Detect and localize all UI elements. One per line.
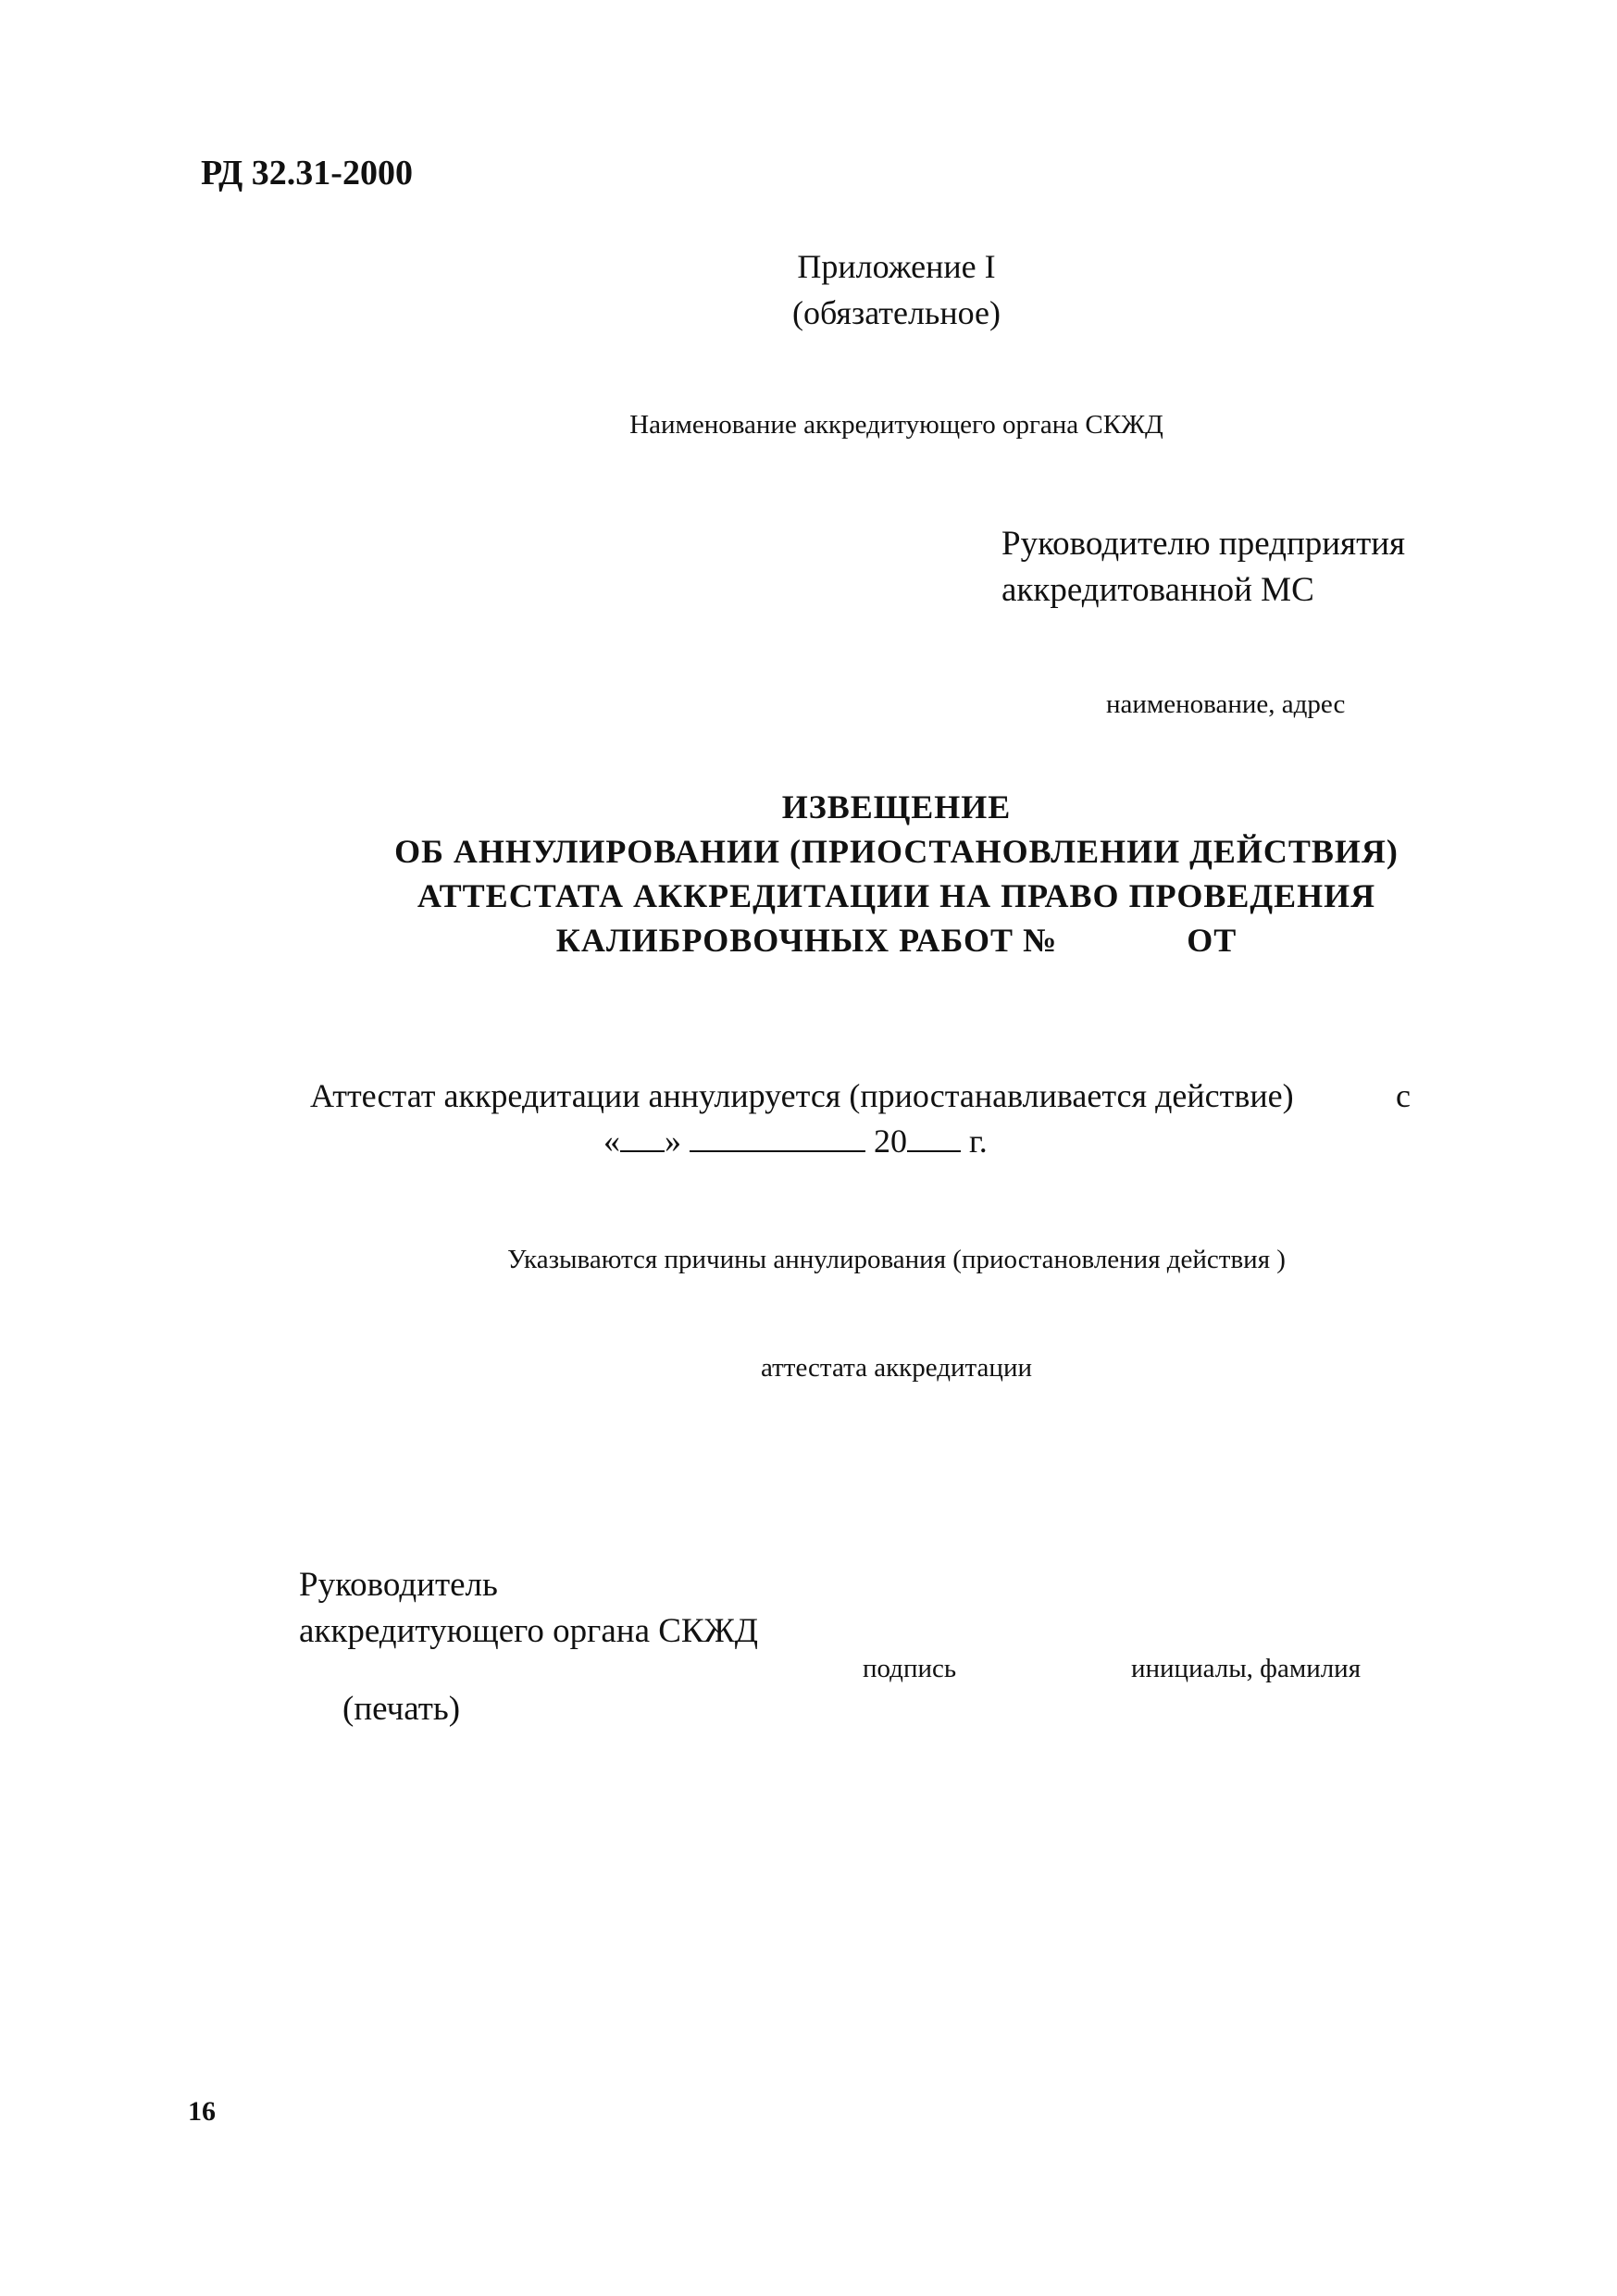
- document-code: РД 32.31-2000: [201, 154, 413, 192]
- title-date-label: ОТ: [1187, 922, 1238, 959]
- body-suffix: с: [1396, 1077, 1411, 1114]
- month-blank: [690, 1123, 865, 1152]
- year-suffix: г.: [969, 1123, 988, 1160]
- recipient-line-1: Руководителю предприятия: [1001, 525, 1406, 563]
- signer-role-line-2: аккредитующего органа СКЖД: [299, 1612, 758, 1650]
- appendix-status: (обязательное): [792, 294, 1001, 331]
- signer-role-line-1: Руководитель: [299, 1566, 498, 1604]
- notice-title: [0, 785, 1617, 962]
- body-statement: Аттестат аккредитации аннулируется (приостанавливается действие): [310, 1077, 1294, 1114]
- stamp-label: (печать): [342, 1690, 461, 1728]
- date-field: [603, 1122, 988, 1160]
- recipient-caption: наименование, адрес: [1106, 689, 1346, 719]
- day-blank: [620, 1123, 665, 1152]
- recipient-line-2: аккредитованной МС: [1001, 571, 1314, 609]
- title-number-label: КАЛИБРОВОЧНЫХ РАБОТ №: [555, 922, 1058, 959]
- recipient-block: [1001, 521, 1405, 614]
- page-number: 16: [188, 2096, 216, 2127]
- signature-caption: подпись: [863, 1654, 957, 1683]
- year-blank: [907, 1123, 961, 1152]
- date-close-quote: »: [665, 1123, 681, 1160]
- year-prefix: 20: [874, 1123, 907, 1160]
- title-line-3: АТТЕСТАТА АККРЕДИТАЦИИ НА ПРАВО ПРОВЕДЕНИЯ: [417, 877, 1376, 914]
- reasons-caption-line-2: аттестата аккредитации: [760, 1353, 1032, 1383]
- signer-role: [299, 1562, 758, 1655]
- title-line-2: ОБ АННУЛИРОВАНИИ (ПРИОСТАНОВЛЕНИИ ДЕЙСТВИЯ): [394, 833, 1399, 870]
- authority-label: Наименование аккредитующего органа СКЖД: [629, 410, 1163, 440]
- appendix-title: Приложение I: [797, 248, 996, 285]
- name-caption: инициалы, фамилия: [1131, 1654, 1362, 1683]
- appendix-heading: [0, 243, 1617, 336]
- date-open-quote: «: [603, 1123, 620, 1160]
- title-line-1: ИЗВЕЩЕНИЕ: [781, 788, 1012, 825]
- reasons-caption-line-1: Указываются причины аннулирования (приостановления действия ): [507, 1245, 1286, 1274]
- title-line-4: [176, 918, 1617, 962]
